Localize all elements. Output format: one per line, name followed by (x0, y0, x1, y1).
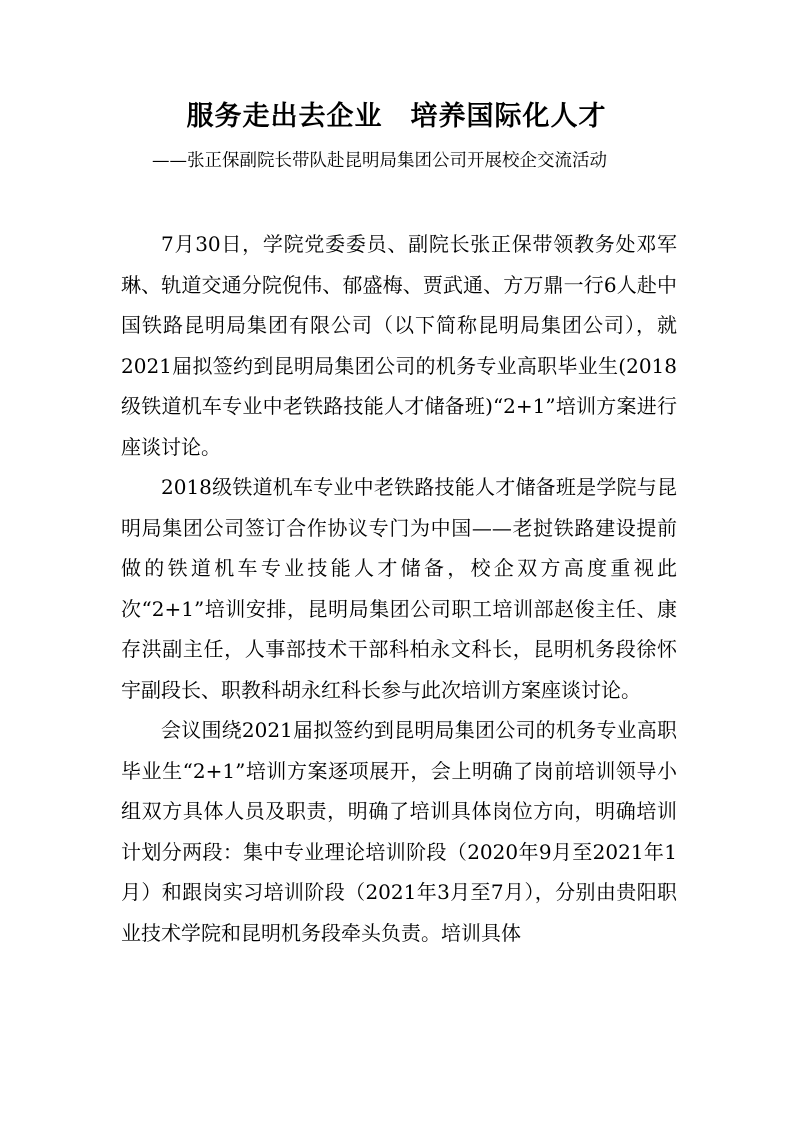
paragraph-1: 7月30日，学院党委委员、副院长张正保带领教务处邓军琳、轨道交通分院倪伟、郁盛梅、贾武通、方万鼎一行6人赴中国铁路昆明局集团有限公司（以下简称昆明局集团公司），就2021届拟签约到昆明局集团公司的机务专业高职毕业生(2018级铁道机车专业中老铁路技能人才储备班)“2+1”培训方案进行座谈讨论。 (121, 232, 677, 459)
document-body (121, 224, 677, 953)
paragraph-3: 会议围绕2021届拟签约到昆明局集团公司的机务专业高职毕业生“2+1”培训方案逐项展开，会上明确了岗前培训领导小组双方具体人员及职责，明确了培训具体岗位方向，明确培训计划分两段：集中专业理论培训阶段（2020年9月至2021年1月）和跟岗实习培训阶段（2021年3月至7月），分别由贵阳职业技术学院和昆明机务段牵头负责。培训具体 (121, 718, 677, 945)
document-title: 服务走出去企业 培养国际化人才 (186, 101, 607, 132)
paragraph-2: 2018级铁道机车专业中老铁路技能人才储备班是学院与昆明局集团公司签订合作协议专门为中国——老挝铁路建设提前做的铁道机车专业技能人才储备，校企双方高度重视此次“2+1”培训安排，昆明局集团公司职工培训部赵俊主任、康存洪副主任，人事部技术干部科柏永文科长，昆明机务段徐怀宇副段长、职教科胡永红科长参与此次培训方案座谈讨论。 (121, 475, 677, 702)
document-subtitle: ——张正保副院长带队赴昆明局集团公司开展校企交流活动 (152, 151, 607, 171)
